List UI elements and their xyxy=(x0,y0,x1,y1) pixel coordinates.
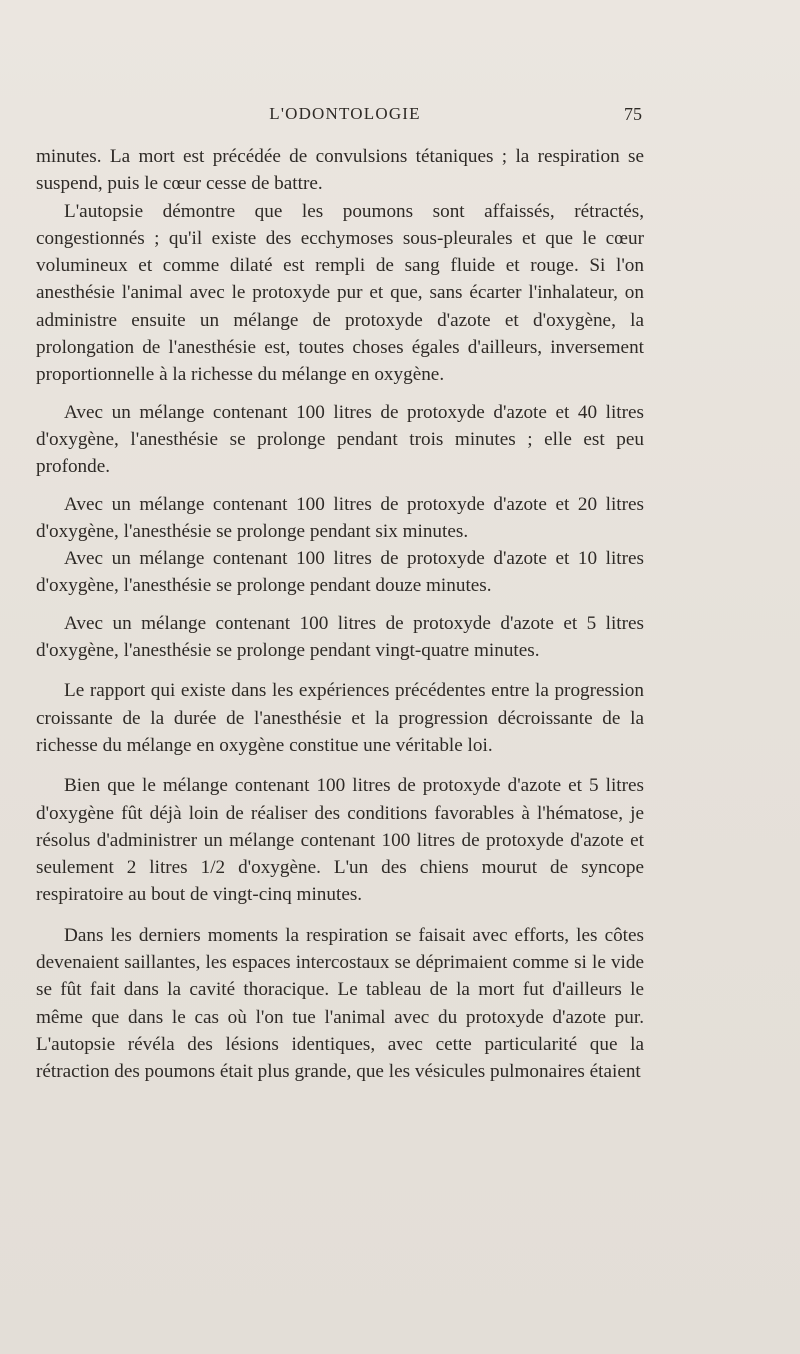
paragraph-derniers-moments: Dans les derniers moments la respiration se faisait avec efforts, les côtes devenaient saillantes, les espaces intercostaux se déprimaient comme si le vide se fût fait dans la cavité thoracique. Le tableau de la mort fut d'ailleurs le même que dans le cas où l'on tue l'animal avec du protoxyde d'azote pur. L'autopsie révéla des lésions identiques, avec cette particularité que la rétraction des poumons était plus grande, que les vésicules pulmonaires étaient xyxy=(36,924,644,1083)
paragraph-continued: minutes. La mort est précédée de convulsions tétaniques ; la respiration se suspend, puis le cœur cesse de battre. xyxy=(36,146,644,195)
paragraph-20-litres: Avec un mélange contenant 100 litres de protoxyde d'azote et 20 litres d'oxygène, l'anesthésie se prolonge pendant six minutes. xyxy=(36,493,644,542)
page-body xyxy=(36,143,644,1086)
paragraph-5-litres: Avec un mélange contenant 100 litres de protoxyde d'azote et 5 litres d'oxygène, l'anesthésie se prolonge pendant vingt-quatre minutes. xyxy=(36,612,644,662)
page-header xyxy=(36,104,644,130)
paragraph-40-litres: Avec un mélange contenant 100 litres de protoxyde d'azote et 40 litres d'oxygène, l'anesthésie se prolonge pendant trois minutes ; elle est peu profonde. xyxy=(36,401,644,478)
running-title: L'ODONTOLOGIE xyxy=(269,104,421,123)
paragraph-autopsy: L'autopsie démontre que les poumons sont affaissés, rétractés, congestionnés ; qu'il existe des ecchymoses sous-pleurales et que le cœur volumineux et comme dilaté est rempli de sang fluide et rouge. Si l'on anesthésie l'animal avec le protoxyde pur et que, sans écarter l'inhalateur, on administre ensuite un mélange de protoxyde d'azote et d'oxygène, la prolongation de l'anesthésie est, toutes choses égales d'ailleurs, inversement proportionnelle à la richesse du mélange en oxygène. xyxy=(36,200,644,386)
paragraph-10-litres: Avec un mélange contenant 100 litres de protoxyde d'azote et 10 litres d'oxygène, l'anesthésie se prolonge pendant douze minutes. xyxy=(36,548,644,597)
paragraph-experiment: Bien que le mélange contenant 100 litres de protoxyde d'azote et 5 litres d'oxygène fût déjà loin de réaliser des conditions favorables à l'hématose, je résolus d'administrer un mélange contenant 100 litres de protoxyde d'azote et seulement 2 litres 1/2 d'oxygène. L'un des chiens mourut de syncope respiratoire au bout de vingt-cinq minutes. xyxy=(36,775,644,906)
paragraph-loi: Le rapport qui existe dans les expériences précédentes entre la progression croissante de la durée de l'anesthésie et la progression décroissante de la richesse du mélange en oxygène constitue une véritable loi. xyxy=(36,680,644,756)
page-number: 75 xyxy=(624,104,642,124)
